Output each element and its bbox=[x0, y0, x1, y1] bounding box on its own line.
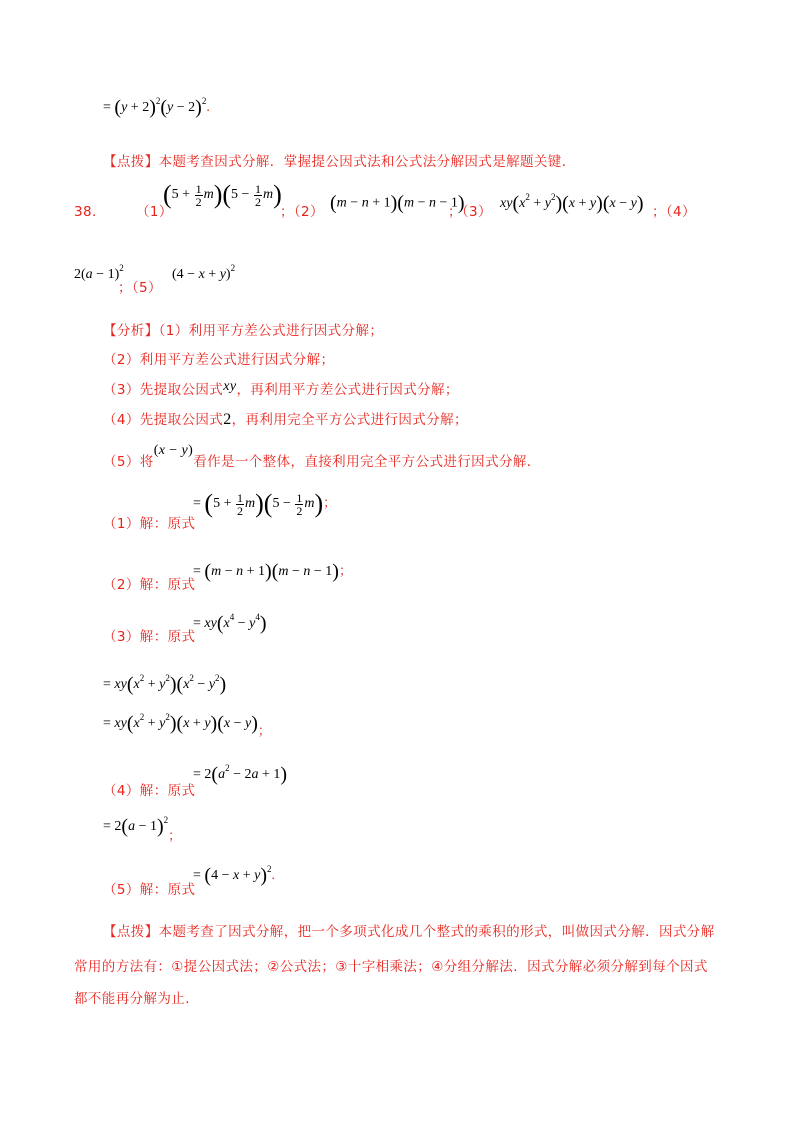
q38-part4-label: ；（4） bbox=[652, 204, 696, 220]
equation-top: = $(y + 2)^2(y - 2)^2$. bbox=[103, 96, 210, 119]
solution-1-equation: = (5 + $\frac{1}{2}$ m)(5 − $\frac{1}{2}$ m)； bbox=[193, 489, 337, 518]
tip-paragraph-2-line-2: 常用的方法有：①提公因式法；②公式法；③十字相乘法；④分组分解法．因式分解必须分解到每个因式 bbox=[74, 959, 708, 975]
solution-1-label: （1）解：原式 bbox=[103, 516, 196, 532]
q38-answer-4: $2(a - 1)^2$ bbox=[74, 263, 124, 282]
solution-4-step-2: = $2(a - 1)^2$； bbox=[103, 815, 182, 843]
analysis-line-2: （2）利用平方差公式进行因式分解； bbox=[103, 352, 335, 368]
solution-3-step-3: = $xy(x^2 + y^2)(x + y)(x - y)$； bbox=[103, 712, 271, 738]
tip-paragraph-2-line-3: 都不能再分解为止． bbox=[74, 991, 200, 1007]
analysis-line-5: （5）将(x − y)看作是一个整体，直接利用完全平方公式进行因式分解． bbox=[103, 443, 541, 470]
solution-3-step-2: = $xy(x^2 + y^2)(x^2 - y^2)$ bbox=[103, 673, 227, 696]
analysis-line-3: （3）先提取公因式xy，再利用平方差公式进行因式分解； bbox=[103, 379, 459, 398]
analysis-line-1: 【分析】（1）利用平方差公式进行因式分解； bbox=[103, 323, 384, 339]
solution-2-equation: = (m − n + 1)(m − n − 1)； bbox=[193, 560, 352, 583]
solution-5-equation: = $(4 - x + y)^2$. bbox=[193, 864, 275, 887]
solution-3-equation: = $xy(x^4 - y^4)$ bbox=[193, 612, 267, 635]
solution-5-label: （5）解：原式 bbox=[103, 882, 196, 898]
q38-part1-label: （1） bbox=[136, 204, 173, 220]
q38-part3-label: ；（3） bbox=[448, 204, 492, 220]
q38-part2-label: ；（2） bbox=[280, 204, 324, 220]
q38-part5-label: ；（5） bbox=[118, 280, 162, 296]
solution-3-label: （3）解：原式 bbox=[103, 629, 196, 645]
period: . bbox=[206, 100, 210, 115]
solution-4-equation: = $2(a^2 - 2a + 1)$ bbox=[193, 763, 288, 786]
analysis-label: 【分析】 bbox=[103, 323, 159, 339]
analysis-line-4: （4）先提取公因式2，再利用完全平方公式进行因式分解； bbox=[103, 411, 468, 428]
q38-answer-1: (5 + $\frac{1}{2}$ m)(5 − $\frac{1}{2}$ m) bbox=[163, 180, 282, 209]
solution-4-label: （4）解：原式 bbox=[103, 783, 196, 799]
tip-text: 本题考查因式分解．掌握提公因式法和公式法分解因式是解题关键． bbox=[158, 154, 576, 170]
tip-paragraph-1 bbox=[103, 150, 576, 170]
q38-answer-5: $(4 - x + y)^2$ bbox=[172, 263, 236, 282]
tip-label: 【点拨】 bbox=[103, 924, 159, 940]
solution-2-label: （2）解：原式 bbox=[103, 577, 196, 593]
tip-label: 【点拨】 bbox=[103, 154, 159, 170]
tip-paragraph-2-line-1: 【点拨】本题考查了因式分解，把一个多项式化成几个整式的乘积的形式，叫做因式分解．因式分解 bbox=[103, 924, 715, 940]
q38-answer-3: $xy(x^2 + y^2)(x + y)(x - y)$ bbox=[500, 192, 644, 215]
q38-number: 38． bbox=[74, 204, 106, 220]
q38-answer-2: (m − n + 1)(m − n − 1) bbox=[330, 192, 465, 214]
